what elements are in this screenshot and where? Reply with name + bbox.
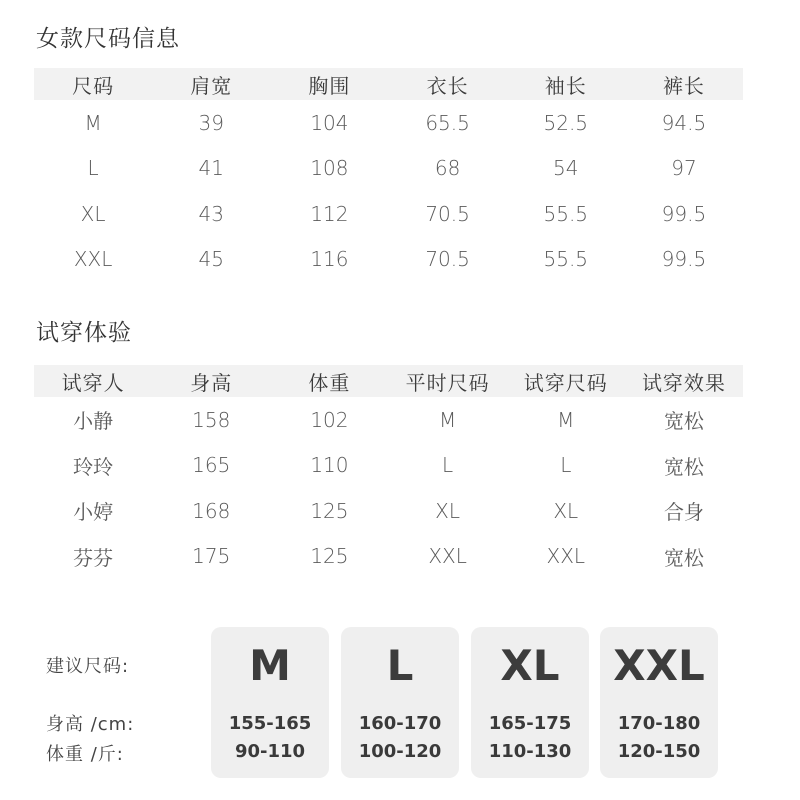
table-row (34, 100, 743, 146)
table-cell: 39 (198, 110, 224, 135)
table-cell: 125 (310, 544, 349, 569)
table-cell: 108 (310, 156, 349, 181)
trial-table-header (34, 365, 743, 397)
table-cell: 116 (310, 247, 349, 272)
size-card-xxl (600, 627, 718, 778)
table-cell: 55.5 (543, 247, 589, 272)
header-cell: 尺码 (72, 73, 115, 98)
table-row (34, 237, 743, 283)
header-cell: 身高 (190, 370, 233, 395)
recommend-label: 建议尺码: (46, 656, 130, 677)
card-weight-range: 110-130 (488, 741, 572, 762)
header-cell: 试穿人 (61, 370, 125, 395)
card-weight-range: 120-150 (617, 741, 701, 762)
header-cell: 袖长 (544, 73, 587, 98)
table-cell: 175 (192, 544, 231, 569)
table-cell: 68 (434, 156, 461, 181)
table-cell: XXL (546, 544, 586, 569)
card-weight-range: 100-120 (358, 741, 442, 762)
table-cell: 宽松 (663, 409, 704, 434)
table-cell: L (87, 156, 99, 181)
size-card-m (211, 627, 329, 778)
table-row (34, 443, 743, 489)
table-cell: 54 (553, 156, 579, 181)
table-cell: 70.5 (425, 247, 470, 272)
header-cell: 裤长 (662, 73, 705, 98)
table-cell: 158 (192, 407, 231, 432)
table-cell: 99.5 (661, 247, 707, 272)
table-cell: 55.5 (543, 201, 589, 226)
table-cell: 65.5 (425, 110, 470, 135)
card-height-range: 155-165 (228, 713, 312, 734)
table-cell: 70.5 (425, 201, 470, 226)
card-weight-range: 90-110 (234, 741, 306, 762)
table-cell: 45 (198, 247, 224, 272)
table-cell: 125 (310, 498, 349, 523)
table-row (34, 488, 743, 534)
card-height-range: 160-170 (358, 713, 442, 734)
table-row (34, 397, 743, 443)
header-cell: 衣长 (426, 73, 469, 98)
size-card-l (341, 627, 459, 778)
table-cell: 芬芬 (73, 545, 114, 570)
table-cell: XXL (428, 544, 467, 569)
header-cell: 肩宽 (190, 73, 233, 98)
table-cell: 宽松 (663, 545, 704, 570)
table-cell: 104 (310, 110, 349, 135)
header-cell: 试穿尺码 (523, 370, 608, 395)
header-cell: 体重 (308, 370, 351, 395)
table-cell: 宽松 (663, 454, 704, 479)
table-row (34, 191, 743, 237)
card-size: M (249, 641, 291, 690)
trial-table (34, 365, 743, 579)
height-label: 身高 /cm: (46, 714, 135, 735)
size-card-xl (471, 627, 589, 778)
card-size: XL (500, 641, 560, 690)
table-cell: 43 (198, 201, 224, 226)
table-cell: 玲玲 (73, 454, 114, 479)
table-cell: XL (553, 498, 579, 523)
table-cell: 168 (192, 498, 231, 523)
table-cell: XL (80, 201, 106, 226)
table-cell: 165 (192, 453, 231, 478)
table-cell: XXL (73, 247, 113, 272)
table-row (34, 534, 743, 580)
card-size: L (386, 641, 414, 690)
size-table-header (34, 68, 743, 100)
table-cell: 110 (310, 453, 349, 478)
header-cell: 试穿效果 (641, 370, 726, 395)
table-cell: 小静 (73, 409, 114, 434)
table-cell: L (560, 453, 572, 478)
table-cell: 99.5 (661, 201, 707, 226)
table-cell: M (557, 407, 575, 432)
table-cell: 102 (310, 407, 349, 432)
table-cell: 97 (671, 156, 697, 181)
table-cell: 112 (310, 201, 349, 226)
table-cell: M (84, 110, 102, 135)
trial-section-title: 试穿体验 (36, 320, 132, 346)
size-section-title: 女款尺码信息 (36, 26, 180, 52)
table-cell: 94.5 (661, 110, 707, 135)
header-cell: 胸围 (308, 73, 351, 98)
size-table (34, 68, 743, 282)
card-height-range: 165-175 (488, 713, 572, 734)
table-cell: M (438, 407, 457, 432)
weight-label: 体重 /斤: (46, 744, 124, 765)
card-height-range: 170-180 (617, 713, 701, 734)
table-cell: XL (435, 498, 461, 523)
table-cell: L (442, 453, 454, 478)
table-cell: 52.5 (543, 110, 589, 135)
table-cell: 41 (198, 156, 224, 181)
table-cell: 合身 (663, 500, 704, 525)
table-cell: 小婷 (73, 500, 114, 525)
card-size: XXL (613, 641, 705, 690)
header-cell: 平时尺码 (405, 370, 490, 395)
table-row (34, 146, 743, 192)
